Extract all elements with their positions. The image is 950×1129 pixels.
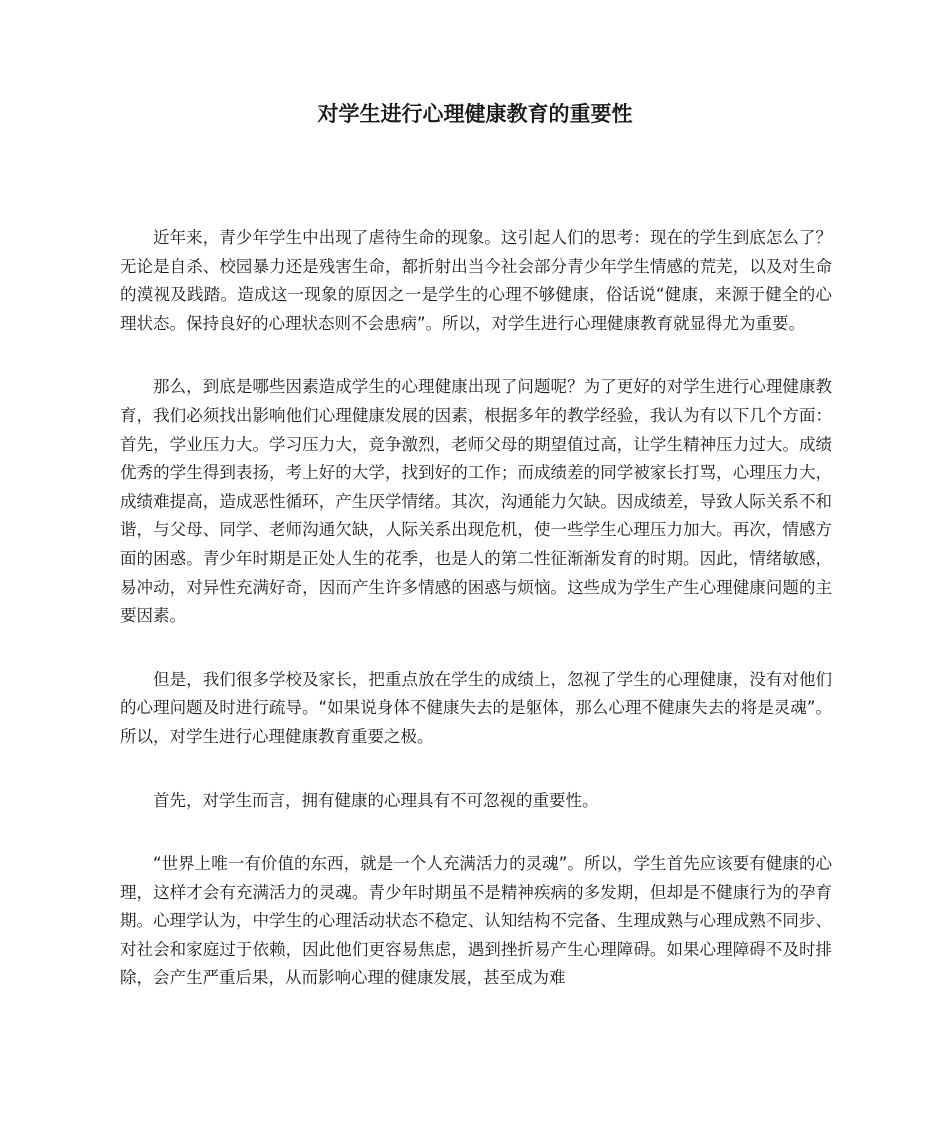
document-title: 对学生进行心理健康教育的重要性 (317, 102, 633, 126)
paragraph-factors: 那么，到底是哪些因素造成学生的心理健康出现了问题呢？为了更好的对学生进行心理健康教育，我们必须找出影响他们心理健康发展的因素，根据多年的教学经验，我认为有以下几个方面：首先，学业压力大。学习压力大，竞争激烈，老师父母的期望值过高，让学生精神压力过大。成绩优秀的学生得到表扬，考上好的大学，找到好的工作；而成绩差的同学被家长打骂，心理压力大，成绩难提高，造成恶性循环，产生厌学情绪。其次，沟通能力欠缺。因成绩差，导致人际关系不和谐，与父母、同学、老师沟通欠缺，人际关系出现危机，使一些学生心理压力加大。再次，情感方面的困惑。青少年时期是正处人生的花季，也是人的第二性征渐渐发育的时期。因此，情绪敏感，易冲动，对异性充满好奇，因而产生许多情感的困惑与烦恼。这些成为学生产生心理健康问题的主要因素。 (120, 377, 832, 626)
paragraph-first-point: 首先，对学生而言，拥有健康的心理具有不可忽视的重要性。 (153, 790, 599, 810)
paragraph-intro: 近年来，青少年学生中出现了虐待生命的现象。这引起人们的思考：现在的学生到底怎么了？无论是自杀、校园暴力还是残害生命，都折射出当今社会部分青少年学生情感的荒芜，以及对生命的漠视及践踏。造成这一现象的原因之一是学生的心理不够健康，俗话说“健康，来源于健全的心理状态。保持良好的心理状态则不会患病”。所以，对学生进行心理健康教育就显得尤为重要。 (120, 228, 832, 333)
paragraph-soul: “世界上唯一有价值的东西，就是一个人充满活力的灵魂”。所以，学生首先应该要有健康的心理，这样才会有充满活力的灵魂。青少年时期虽不是精神疾病的多发期，但却是不健康行为的孕育期。心理学认为，中学生的心理活动状态不稳定、认知结构不完备、生理成熟与心理成熟不同步、对社会和家庭过于依赖，因此他们更容易焦虑，遇到挫折易产生心理障碍。如果心理障碍不及时排除，会产生严重后果，从而影响心理的健康发展，甚至成为难 (120, 854, 832, 988)
paragraph-neglect: 但是，我们很多学校及家长，把重点放在学生的成绩上，忽视了学生的心理健康，没有对他们的心理问题及时进行疏导。“如果说身体不健康失去的是躯体，那么心理不健康失去的将是灵魂”。所以，对学生进行心理健康教育重要之极。 (120, 669, 832, 746)
document-body (120, 224, 832, 1028)
